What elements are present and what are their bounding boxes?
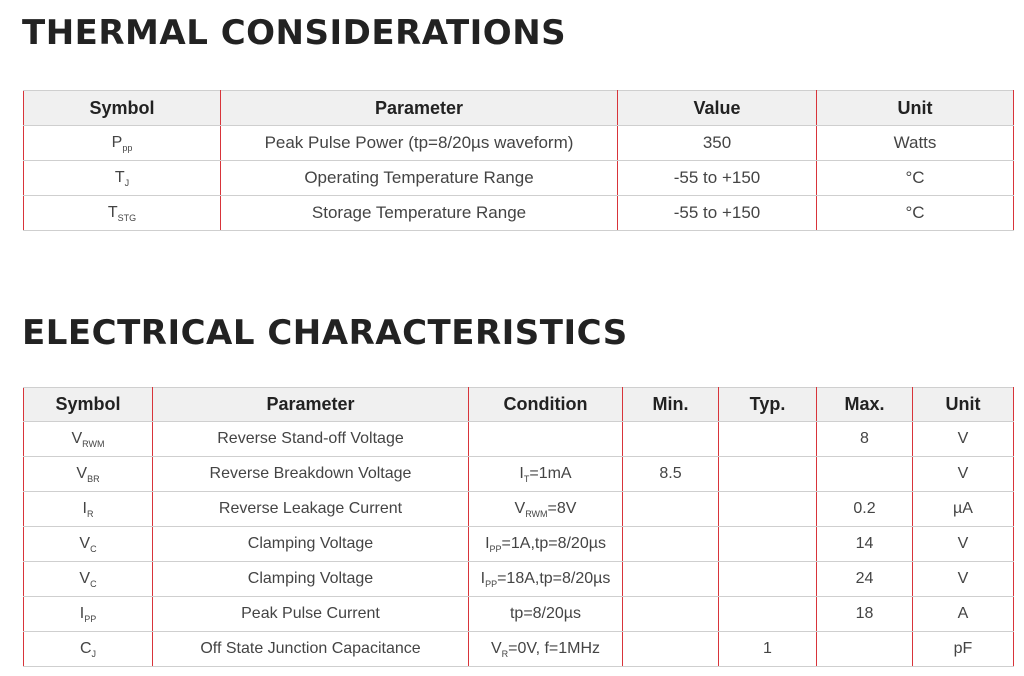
symbol-cell: $P_{pp}$	[24, 126, 221, 161]
unit-cell: V	[913, 562, 1014, 597]
unit-cell: V	[913, 457, 1014, 492]
symbol-cell: $V_{BR}$	[24, 457, 153, 492]
min-cell	[623, 492, 719, 527]
parameter-cell: Clamping Voltage	[153, 527, 469, 562]
max-cell: 24	[817, 562, 913, 597]
header-min: Min.	[623, 388, 719, 422]
max-cell: 8	[817, 422, 913, 457]
unit-cell: A	[913, 597, 1014, 632]
parameter-cell: Operating Temperature Range	[221, 161, 618, 196]
condition-cell: $V_R=0V$, f=1MHz	[469, 632, 623, 667]
symbol-cell: $T_{STG}$	[24, 196, 221, 231]
typ-cell	[719, 597, 817, 632]
value-cell: 350	[618, 126, 817, 161]
typ-cell	[719, 562, 817, 597]
value-cell: -55 to +150	[618, 161, 817, 196]
max-cell: 0.2	[817, 492, 913, 527]
header-parameter: Parameter	[221, 91, 618, 126]
condition-cell: $I_{PP}=18A,tp=8/20\mu s$	[469, 562, 623, 597]
parameter-cell: Reverse Leakage Current	[153, 492, 469, 527]
table-row	[24, 492, 1014, 527]
symbol-cell: $V_C$	[24, 562, 153, 597]
unit-cell: pF	[913, 632, 1014, 667]
thermal-table	[23, 90, 1014, 231]
header-symbol: Symbol	[24, 388, 153, 422]
min-cell	[623, 527, 719, 562]
table-row	[24, 562, 1014, 597]
header-parameter: Parameter	[153, 388, 469, 422]
typ-cell	[719, 492, 817, 527]
unit-cell: µA	[913, 492, 1014, 527]
thermal-header-row	[24, 91, 1014, 126]
max-cell: 18	[817, 597, 913, 632]
table-row	[24, 632, 1014, 667]
table-row	[24, 597, 1014, 632]
condition-cell: $I_T=1mA$	[469, 457, 623, 492]
header-unit: Unit	[913, 388, 1014, 422]
table-row	[24, 161, 1014, 196]
header-max: Max.	[817, 388, 913, 422]
parameter-cell: Off State Junction Capacitance	[153, 632, 469, 667]
max-cell	[817, 457, 913, 492]
parameter-cell: Peak Pulse Current	[153, 597, 469, 632]
thermal-section-title: THERMAL CONSIDERATIONS	[22, 13, 567, 53]
condition-cell: tp=8/20µs	[469, 597, 623, 632]
max-cell: 14	[817, 527, 913, 562]
typ-cell	[719, 457, 817, 492]
min-cell	[623, 422, 719, 457]
typ-cell	[719, 422, 817, 457]
symbol-cell: $T_J$	[24, 161, 221, 196]
table-row	[24, 422, 1014, 457]
parameter-cell: Clamping Voltage	[153, 562, 469, 597]
electrical-table	[23, 387, 1014, 667]
electrical-header-row	[24, 388, 1014, 422]
min-cell	[623, 632, 719, 667]
unit-cell: °C	[817, 196, 1014, 231]
symbol-cell: $V_{RWM}$	[24, 422, 153, 457]
typ-cell	[719, 527, 817, 562]
symbol-cell: $V_C$	[24, 527, 153, 562]
condition-cell	[469, 422, 623, 457]
header-typ: Typ.	[719, 388, 817, 422]
parameter-cell: Reverse Stand-off Voltage	[153, 422, 469, 457]
table-row	[24, 196, 1014, 231]
unit-cell: V	[913, 527, 1014, 562]
header-value: Value	[618, 91, 817, 126]
table-row	[24, 457, 1014, 492]
condition-cell: $I_{PP}=1A,tp=8/20\mu s$	[469, 527, 623, 562]
symbol-cell: $I_R$	[24, 492, 153, 527]
typ-cell: 1	[719, 632, 817, 667]
max-cell	[817, 632, 913, 667]
header-condition: Condition	[469, 388, 623, 422]
parameter-cell: Reverse Breakdown Voltage	[153, 457, 469, 492]
header-unit: Unit	[817, 91, 1014, 126]
min-cell	[623, 562, 719, 597]
parameter-cell: Storage Temperature Range	[221, 196, 618, 231]
condition-cell: $V_{RWM}=8V$	[469, 492, 623, 527]
electrical-section-title: ELECTRICAL CHARACTERISTICS	[22, 313, 628, 353]
symbol-cell: $C_J$	[24, 632, 153, 667]
unit-cell: V	[913, 422, 1014, 457]
table-row	[24, 126, 1014, 161]
unit-cell: Watts	[817, 126, 1014, 161]
header-symbol: Symbol	[24, 91, 221, 126]
min-cell	[623, 597, 719, 632]
parameter-cell: Peak Pulse Power (tp=8/20µs waveform)	[221, 126, 618, 161]
symbol-cell: $I_{PP}$	[24, 597, 153, 632]
table-row	[24, 527, 1014, 562]
value-cell: -55 to +150	[618, 196, 817, 231]
unit-cell: °C	[817, 161, 1014, 196]
min-cell: 8.5	[623, 457, 719, 492]
